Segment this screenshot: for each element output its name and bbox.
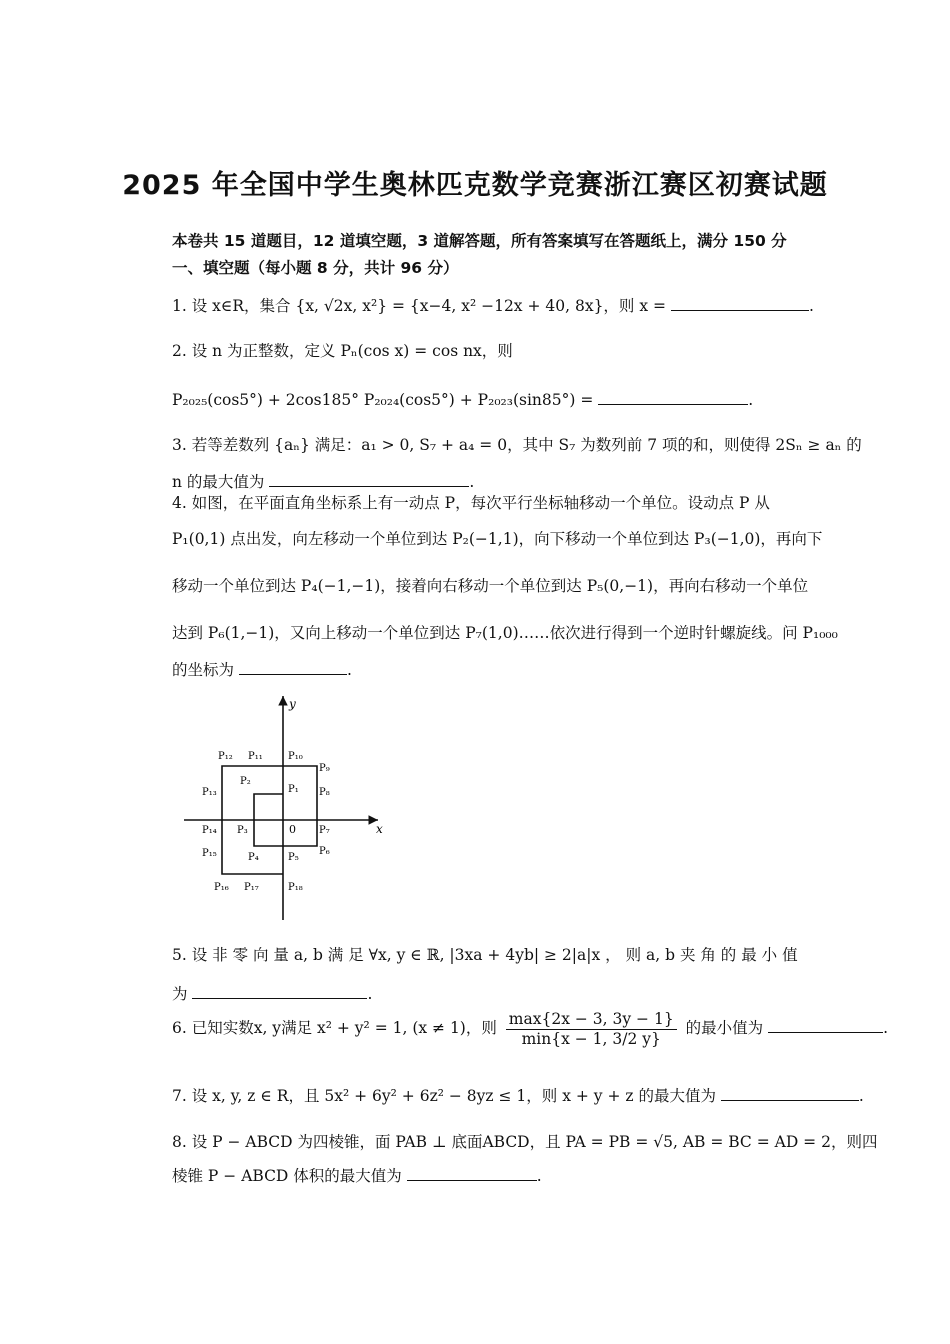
question-4-line-3: 移动一个单位到达 P₄(−1,−1)，接着向右移动一个单位到达 P₅(0,−1)，再向右移动一个单位 — [172, 577, 809, 595]
question-2-formula-text: P₂₀₂₅(cos5°) + 2cos185° P₂₀₂₄(cos5°) + P₂₀₂₃(sin85°) = — [172, 391, 594, 409]
point-label-p7: P₇ — [319, 825, 330, 836]
question-4-line-5-text: 的坐标为 — [172, 661, 235, 679]
point-label-p15: P₁₅ — [202, 848, 217, 859]
question-5-line-1: 5. 设 非 零 向 量 a, b 满 足 ∀x, y ∈ ℝ, |3xa + 4yb| ≥ 2|a|x ， 则 a, b 夹 角 的 最 小 值 — [172, 946, 798, 964]
question-6-pre: 6. 已知实数x, y满足 x² + y² = 1, (x ≠ 1)，则 — [172, 1019, 497, 1038]
question-3-line-2-text: n 的最大值为 — [172, 473, 265, 491]
answer-blank-5 — [192, 984, 367, 999]
question-4-line-4: 达到 P₆(1,−1)，又向上移动一个单位到达 P₇(1,0)……依次进行得到一个逆时针螺旋线。问 P₁₀₀₀ — [172, 624, 838, 642]
question-7-text: 7. 设 x, y, z ∈ R，且 5x² + 6y² + 6z² − 8yz ≤ 1，则 x + y + z 的最大值为 — [172, 1087, 716, 1105]
question-4-line-1: 4. 如图，在平面直角坐标系上有一动点 P，每次平行坐标轴移动一个单位。设动点 P 从 — [172, 494, 770, 512]
question-8-line-2-text: 棱锥 P − ABCD 体积的最大值为 — [172, 1167, 402, 1185]
spiral-figure — [180, 688, 400, 928]
question-4-line-5 — [172, 660, 822, 680]
question-3-line-1: 3. 若等差数列 {aₙ} 满足：a₁ > 0, S₇ + a₄ = 0，其中 S₇ 为数列前 7 项的和，则使得 2Sₙ ≥ aₙ 的 — [172, 436, 862, 454]
point-label-p8: P₈ — [319, 787, 330, 798]
question-5-line-2-text: 为 — [172, 985, 188, 1003]
answer-blank-4 — [239, 660, 347, 675]
answer-blank-6 — [768, 1018, 883, 1033]
question-4-end: . — [346, 661, 352, 679]
question-1 — [172, 296, 822, 316]
question-6-end: . — [883, 1019, 889, 1038]
section-heading: 一、填空题（每小题 8 分，共计 96 分） — [172, 259, 459, 277]
question-4-line-2: P₁(0,1) 点出发，向左移动一个单位到达 P₂(−1,1)，向下移动一个单位到达 P₃(−1,0)，再向下 — [172, 530, 823, 548]
point-label-p3: P₃ — [237, 825, 248, 836]
question-6 — [172, 1010, 889, 1048]
point-label-p17: P₁₇ — [244, 882, 259, 893]
point-label-p13: P₁₃ — [202, 787, 217, 798]
question-6-numerator: max{2x − 3, 3y − 1} — [506, 1010, 677, 1030]
question-3-line-2 — [172, 472, 822, 492]
y-axis-label: y — [289, 697, 296, 711]
x-axis-label: x — [376, 822, 383, 836]
point-label-p6: P₆ — [319, 846, 330, 857]
answer-blank-8 — [407, 1166, 537, 1181]
point-label-p2: P₂ — [240, 776, 251, 787]
question-5-line-2 — [172, 984, 822, 1004]
question-8-line-1: 8. 设 P − ABCD 为四棱锥，面 PAB ⊥ 底面ABCD，且 PA = PB = √5, AB = BC = AD = 2，则四 — [172, 1133, 878, 1151]
answer-blank-7 — [721, 1086, 859, 1101]
question-6-fraction — [506, 1010, 677, 1048]
point-label-p5: P₅ — [288, 852, 299, 863]
point-label-p18: P₁₈ — [288, 882, 303, 893]
question-6-post: 的最小值为 — [685, 1019, 764, 1038]
origin-label: 0 — [289, 823, 296, 836]
answer-blank-1 — [671, 296, 809, 311]
point-label-p12: P₁₂ — [218, 751, 233, 762]
answer-blank-3 — [269, 472, 469, 487]
question-8-line-2 — [172, 1166, 822, 1186]
point-label-p9: P₉ — [319, 763, 330, 774]
point-label-p16: P₁₆ — [214, 882, 229, 893]
point-label-p10: P₁₀ — [288, 751, 303, 762]
point-label-p14: P₁₄ — [202, 825, 217, 836]
question-2-formula — [172, 390, 822, 410]
point-label-p11: P₁₁ — [248, 751, 263, 762]
question-5-end: . — [367, 985, 373, 1003]
question-8-end: . — [536, 1167, 542, 1185]
question-6-denominator: min{x − 1, 3/2 y} — [521, 1029, 661, 1048]
point-label-p1: P₁ — [288, 784, 299, 795]
question-7-end: . — [858, 1087, 864, 1105]
question-1-text: 1. 设 x∈R，集合 {x, √2x, x²} = {x−4, x² −12x + 40, 8x}，则 x = — [172, 297, 667, 315]
question-3-end: . — [469, 473, 475, 491]
point-label-p4: P₄ — [248, 852, 259, 863]
answer-blank-2 — [598, 390, 748, 405]
page-title: 2025 年全国中学生奥林匹克数学竞赛浙江赛区初赛试题 — [122, 170, 828, 201]
question-2-end: . — [748, 391, 754, 409]
exam-intro: 本卷共 15 道题目，12 道填空题，3 道解答题，所有答案填写在答题纸上，满分 150 分 — [172, 232, 787, 250]
question-7 — [172, 1086, 864, 1106]
question-1-end: . — [808, 297, 814, 315]
question-2: 2. 设 n 为正整数，定义 Pₙ(cos x) = cos nx，则 — [172, 342, 513, 360]
